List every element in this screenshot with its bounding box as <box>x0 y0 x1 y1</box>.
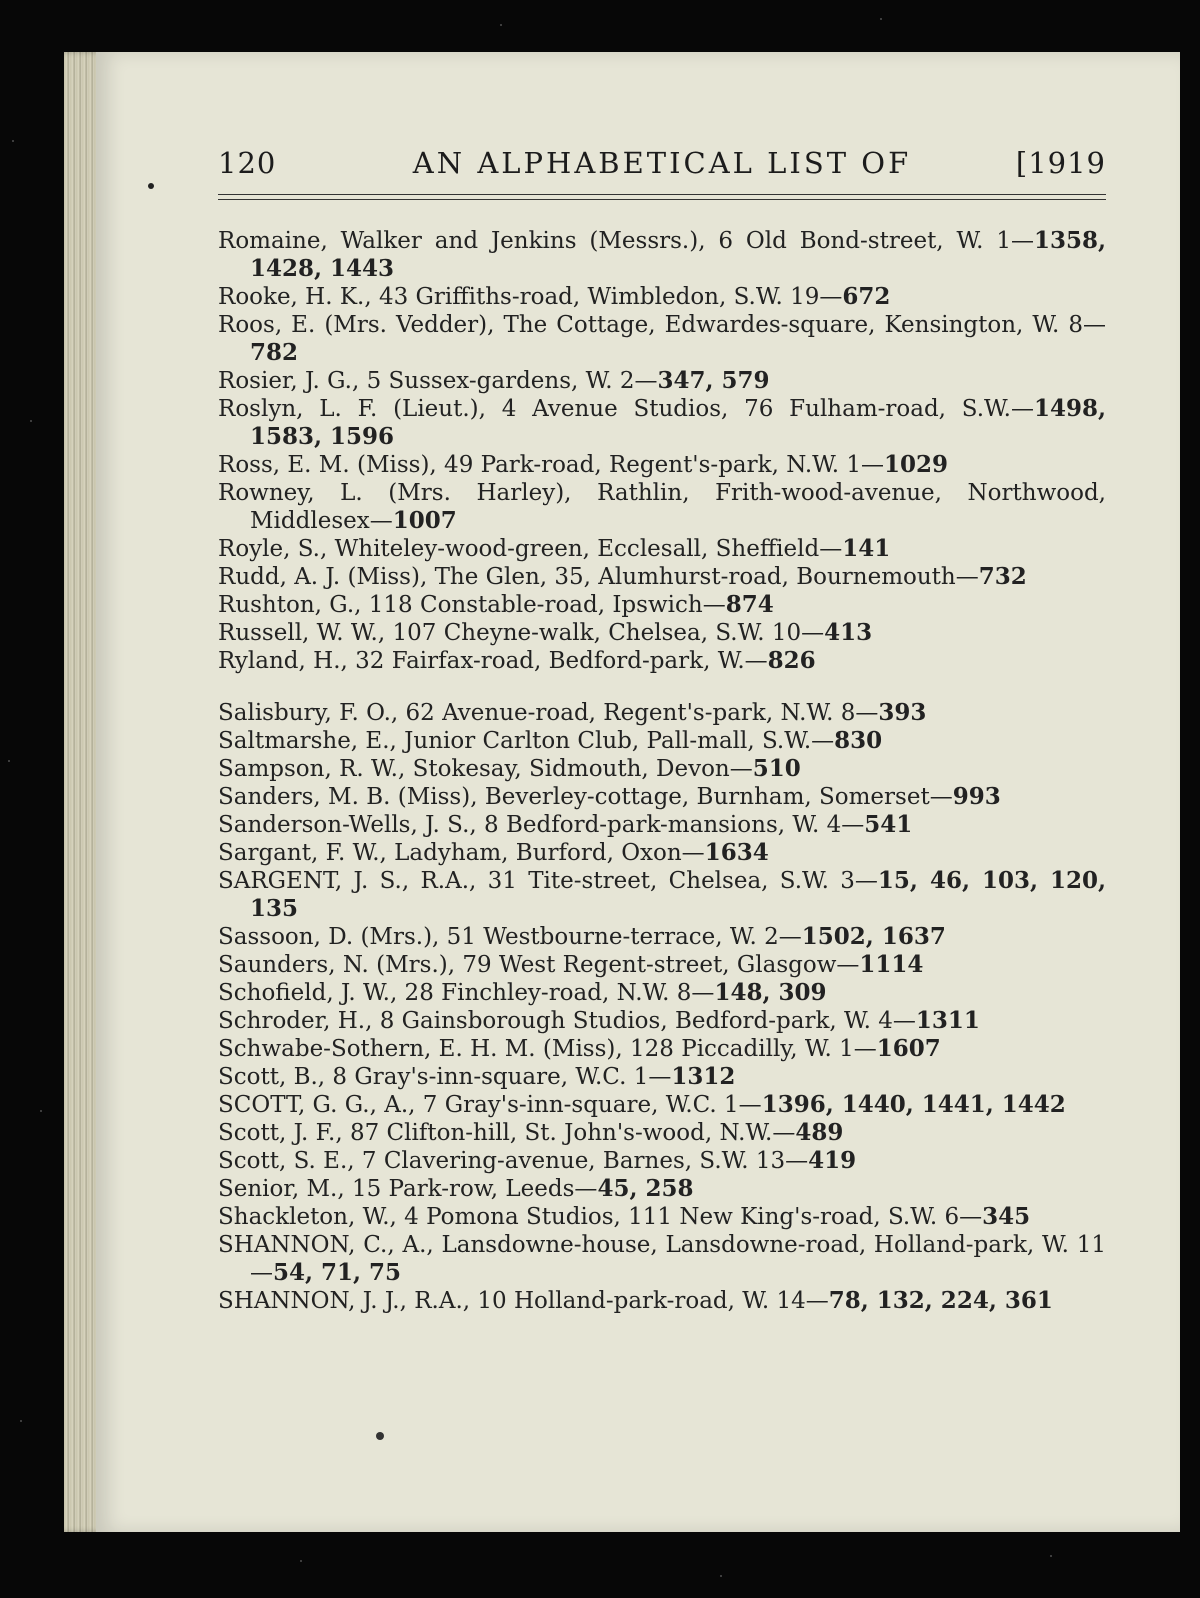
list-entry <box>218 227 1106 283</box>
entry-numbers: 1498, 1583, 1596 <box>250 395 1106 450</box>
entry-numbers: 782 <box>250 339 299 366</box>
entry-text: SARGENT, J. S., R.A., 31 Tite-street, Chelsea, S.W. 3— <box>218 868 878 894</box>
print-mark <box>376 1432 384 1440</box>
list-entry <box>218 647 1106 675</box>
entry-numbers: 510 <box>752 755 801 782</box>
section-gap <box>218 675 1106 699</box>
list-entry <box>218 479 1106 535</box>
entry-numbers: 830 <box>834 727 883 754</box>
entry-numbers: 45, 258 <box>597 1175 694 1202</box>
dust-speck <box>8 760 10 762</box>
entry-text: Shackleton, W., 4 Pomona Studios, 111 New King's-road, S.W. 6— <box>218 1204 983 1230</box>
list-entry <box>218 951 1106 979</box>
running-header <box>218 146 1106 190</box>
list-entry <box>218 755 1106 783</box>
list-entry <box>218 1035 1106 1063</box>
list-entry <box>218 783 1106 811</box>
list-entry <box>218 699 1106 727</box>
entry-numbers: 1358, 1428, 1443 <box>250 227 1106 282</box>
entry-numbers: 1311 <box>915 1007 980 1034</box>
entry-text: Rudd, A. J. (Miss), The Glen, 35, Alumhurst-road, Bournemouth— <box>218 564 979 590</box>
list-entry <box>218 1147 1106 1175</box>
entry-numbers: 393 <box>878 699 927 726</box>
entry-list <box>218 227 1106 1315</box>
dust-speck <box>880 18 882 20</box>
entry-numbers: 1607 <box>876 1035 941 1062</box>
list-entry <box>218 367 1106 395</box>
list-entry <box>218 867 1106 923</box>
entry-numbers: 541 <box>864 811 913 838</box>
entry-numbers: 413 <box>824 619 873 646</box>
entry-text: Saltmarshe, E., Junior Carlton Club, Pall-mall, S.W.— <box>218 728 835 754</box>
entry-text: Sanders, M. B. (Miss), Beverley-cottage, Burnham, Somerset— <box>218 784 953 810</box>
page-number: 120 <box>218 146 277 180</box>
entry-text: Roslyn, L. F. (Lieut.), 4 Avenue Studios, 76 Fulham-road, S.W.— <box>218 396 1034 422</box>
entry-text: Ross, E. M. (Miss), 49 Park-road, Regent's-park, N.W. 1— <box>218 452 885 478</box>
entry-numbers: 1114 <box>859 951 924 978</box>
dust-speck <box>500 24 502 26</box>
entry-text: Royle, S., Whiteley-wood-green, Ecclesall, Sheffield— <box>218 536 843 562</box>
list-entry <box>218 311 1106 367</box>
list-entry <box>218 1231 1106 1287</box>
entry-text: Rowney, L. (Mrs. Harley), Rathlin, Frith-wood-avenue, Northwood, Middlesex— <box>218 480 1106 534</box>
list-entry <box>218 591 1106 619</box>
dust-speck <box>30 420 32 422</box>
list-entry <box>218 1091 1106 1119</box>
entry-text: Saunders, N. (Mrs.), 79 West Regent-street, Glasgow— <box>218 952 860 978</box>
entry-numbers: 1312 <box>671 1063 736 1090</box>
entry-numbers: 78, 132, 224, 361 <box>828 1287 1053 1314</box>
entry-numbers: 148, 309 <box>714 979 827 1006</box>
entry-text: Rushton, G., 118 Constable-road, Ipswich— <box>218 592 726 618</box>
entry-text: Sampson, R. W., Stokesay, Sidmouth, Devon— <box>218 756 753 782</box>
list-entry <box>218 535 1106 563</box>
list-entry <box>218 811 1106 839</box>
entry-text: Scott, J. F., 87 Clifton-hill, St. John's-wood, N.W.— <box>218 1120 796 1146</box>
list-entry <box>218 727 1106 755</box>
entry-numbers: 1502, 1637 <box>801 923 946 950</box>
entry-text: Romaine, Walker and Jenkins (Messrs.), 6 Old Bond-street, W. 1— <box>218 228 1034 254</box>
entry-text: Scott, B., 8 Gray's-inn-square, W.C. 1— <box>218 1064 672 1090</box>
book-page <box>96 52 1180 1532</box>
entry-numbers: 826 <box>767 647 816 674</box>
dust-speck <box>300 1560 302 1562</box>
list-entry <box>218 619 1106 647</box>
entry-text: Rosier, J. G., 5 Sussex-gardens, W. 2— <box>218 368 658 394</box>
list-entry <box>218 1203 1106 1231</box>
entry-numbers: 419 <box>808 1147 857 1174</box>
page-title: AN ALPHABETICAL LIST OF <box>412 146 912 180</box>
list-entry <box>218 1287 1106 1315</box>
header-rule <box>218 194 1106 195</box>
entry-numbers: 54, 71, 75 <box>273 1259 402 1286</box>
entry-text: SCOTT, G. G., A., 7 Gray's-inn-square, W.C. 1— <box>218 1092 762 1118</box>
entry-numbers: 993 <box>952 783 1001 810</box>
entry-numbers: 1396, 1440, 1441, 1442 <box>761 1091 1066 1118</box>
dust-speck <box>12 140 14 142</box>
entry-text: Schofield, J. W., 28 Finchley-road, N.W. 8— <box>218 980 715 1006</box>
dust-speck <box>720 1575 722 1577</box>
list-entry <box>218 839 1106 867</box>
entry-numbers: 874 <box>725 591 774 618</box>
entry-numbers: 672 <box>842 283 891 310</box>
entry-numbers: 732 <box>978 563 1027 590</box>
entry-text: Sargant, F. W., Ladyham, Burford, Oxon— <box>218 840 705 866</box>
print-mark <box>148 183 154 189</box>
entry-numbers: 489 <box>795 1119 844 1146</box>
list-entry <box>218 283 1106 311</box>
entry-numbers: 141 <box>842 535 891 562</box>
list-entry <box>218 1119 1106 1147</box>
entry-text: Scott, S. E., 7 Clavering-avenue, Barnes, S.W. 13— <box>218 1148 809 1174</box>
entry-text: Schwabe-Sothern, E. H. M. (Miss), 128 Piccadilly, W. 1— <box>218 1036 877 1062</box>
entry-text: Schroder, H., 8 Gainsborough Studios, Bedford-park, W. 4— <box>218 1008 916 1034</box>
entry-text: SHANNON, J. J., R.A., 10 Holland-park-road, W. 14— <box>218 1288 829 1314</box>
list-entry <box>218 1063 1106 1091</box>
entry-text: Sassoon, D. (Mrs.), 51 Westbourne-terrace, W. 2— <box>218 924 802 950</box>
list-entry <box>218 395 1106 451</box>
list-entry <box>218 923 1106 951</box>
entry-text: Senior, M., 15 Park-row, Leeds— <box>218 1176 598 1202</box>
entry-numbers: 1007 <box>392 507 457 534</box>
list-entry <box>218 451 1106 479</box>
dust-speck <box>1050 1555 1052 1557</box>
entry-numbers: 1029 <box>884 451 949 478</box>
entry-numbers: 1634 <box>704 839 769 866</box>
entry-text: Sanderson-Wells, J. S., 8 Bedford-park-mansions, W. 4— <box>218 812 865 838</box>
entry-text: Ryland, H., 32 Fairfax-road, Bedford-park, W.— <box>218 648 768 674</box>
list-entry <box>218 563 1106 591</box>
entry-numbers: 15, 46, 103, 120, 135 <box>250 867 1106 922</box>
entry-numbers: 345 <box>982 1203 1031 1230</box>
entry-text: Rooke, H. K., 43 Griffiths-road, Wimbledon, S.W. 19— <box>218 284 843 310</box>
header-year: [1919 <box>1015 146 1106 180</box>
list-entry <box>218 1175 1106 1203</box>
header-rule <box>218 199 1106 200</box>
dust-speck <box>20 1420 22 1422</box>
list-entry <box>218 1007 1106 1035</box>
entry-text: Roos, E. (Mrs. Vedder), The Cottage, Edwardes-square, Kensington, W. 8— <box>218 312 1106 338</box>
entry-text: Salisbury, F. O., 62 Avenue-road, Regent's-park, N.W. 8— <box>218 700 879 726</box>
dust-speck <box>40 1110 42 1112</box>
list-entry <box>218 979 1106 1007</box>
entry-text: SHANNON, C., A., Lansdowne-house, Lansdowne-road, Holland-park, W. 11— <box>218 1232 1106 1286</box>
entry-numbers: 347, 579 <box>657 367 770 394</box>
entry-text: Russell, W. W., 107 Cheyne-walk, Chelsea, S.W. 10— <box>218 620 825 646</box>
